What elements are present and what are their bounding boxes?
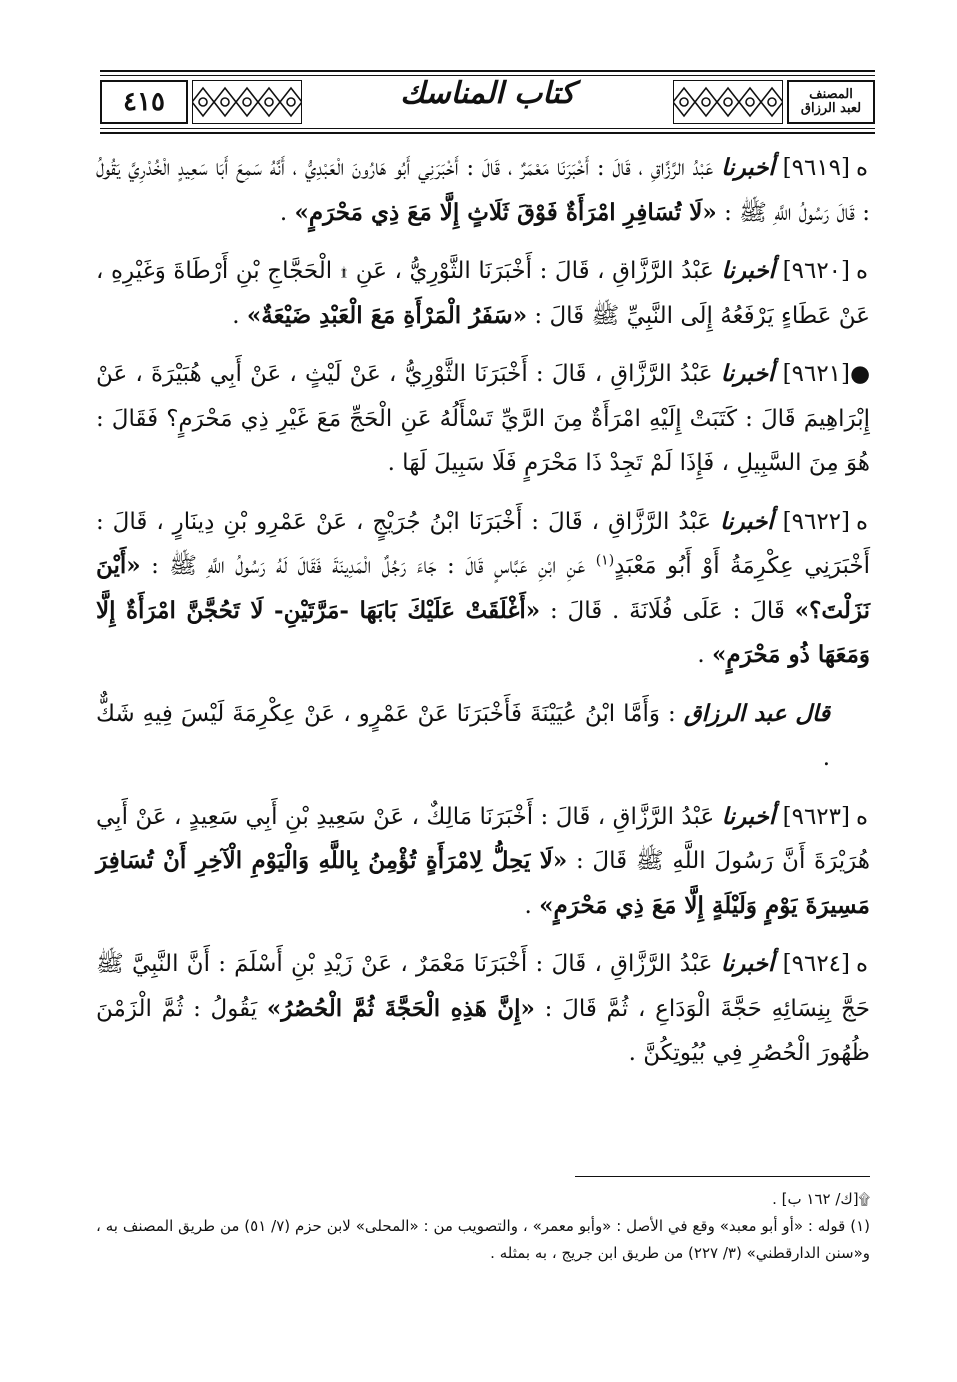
hadith-number: [٩٦٢٤] [782,951,851,977]
matn-text: «إِنَّ هَذِهِ الْحَجَّةَ ثُمَّ الْحُصُرُ» [266,994,535,1022]
narration-qualifier: أخبرنا [720,950,775,977]
hadith-number: [٩٦٢١] [782,361,851,387]
matn-text: «أَغْلَقَتْ عَلَيْكَ بَابَهَا -مَرَّتَيْنِ- لَا تَحُجَّنَّ امْرَأَةٌ إِلَّا وَمَعَهَا ذُو مَحْرَمٍ» [96,596,870,668]
matn-text: «أَيْنَ نَزَلْتَ؟» [96,552,871,624]
footnote-1: (١) قوله : «أو أبو معبد» وقع في الأصل : «وأبو معمر» ، والتصويب من : «المحلى» لابن حزم (٧/ ٥١) من طريق المصنف به ، و«سنن الدارقطني» (٣/ ٢٢٧) من طريق ابن جريج ، به بمثله . [96,1217,870,1262]
editor-comment [96,692,870,781]
narration-qualifier: أخبرنا [721,802,776,830]
hadith-paragraph [96,249,870,338]
isnad-text: عَبْدُ الرَّزَّاقِ ، قَالَ : أَخْبَرَنَا مَعْمَرٌ ، قَالَ : أَخْبَرَنِي أَبُو هَارُونَ الْعَبْدِيُّ ، أَنَّهُ سَمِعَ أَبَا سَعِيدٍ الْخُدْرِيَّ يَقُولُ : قَالَ رَسُولُ اللَّهِ ﷺ : [96,155,870,226]
hadith-paragraph [96,352,870,486]
hadith-number: [٩٦٢٢] [782,508,851,535]
hadith-marker: ه [855,803,869,830]
isnad-text: يَقُولُ : ثُمَّ الْزَمْنَ ظُهُورَ الْحُصُرِ فِي بُيُوتِكُنَّ . [96,995,870,1066]
hadith-marker: ه [855,258,869,284]
comment-text: : وَأَمَّا ابْنُ عُيَيْنَةَ فَأَخْبَرَنَا عَنْ عَمْرٍو ، عَنْ عِكْرِمَةَ لَيْسَ فِيهِ شَكٌّ . [96,700,830,771]
header-rule [100,128,875,129]
page-number: ٤١٥ [123,87,165,117]
matn-text: «سَفَرُ الْمَرْأَةِ مَعَ الْعَبْدِ ضَيْعَةٌ» [246,301,528,329]
isnad-text: قَالَ : عَلَى فُلَانَةَ . قَالَ : [540,597,795,624]
main-text [96,146,870,1090]
isnad-text: عَبْدُ الرَّزَّاقِ ، قَالَ : أَخْبَرَنَا الثَّوْرِيُّ ، عَنْ لَيْثٍ ، عَنْ أَبِي هُبَيْرَةَ ، عَنْ إِبْرَاهِيمَ قَالَ : كَتَبَتْ إِلَيْهِ امْرَأَةٌ مِنَ الرَّيِّ تَسْأَلُهُ عَنِ الْحَجِّ مَعَ غَيْرِ ذِي مَحْرَمٍ؟ فَقَالَ : هُوَ مِنَ السَّبِيلِ ، فَإِذَا لَمْ تَجِدْ ذَا مَحْرَمٍ فَلَا سَبِيلَ لَهَا . [96,361,870,476]
hadith-marker: ه [855,951,869,977]
page-number-cartouche [100,80,188,124]
ornament-pattern [192,80,302,124]
page-header [100,70,875,134]
isnad-text: عَبْدُ الرَّزَّاقِ ، قَالَ : أَخْبَرَنَا مَعْمَرٌ ، عَنْ زَيْدِ بْنِ أَسْلَمَ : أَنَّ النَّبِيَّ ﷺ حَجَّ بِنِسَائِهِ حَجَّةَ الْوَدَاعِ ، ثُمَّ قَالَ : [96,951,871,1022]
book-logo [787,80,875,124]
footnotes [96,1186,870,1267]
matn-text: «لَا يَحِلُّ لِامْرَأَةٍ تُؤْمِنُ بِاللَّهِ وَالْيَوْمِ الْآخِرِ أَنْ تُسَافِرَ مَسِيرَةَ يَوْمٍ وَلَيْلَةٍ إِلَّا مَعَ ذِي مَحْرَمٍ» [96,847,870,919]
matn-text: «لَا تُسَافِرِ امْرَأَةٌ فَوْقَ ثَلَاثٍ إِلَّا مَعَ ذِي مَحْرَمٍ» [294,198,717,226]
isnad-text: عَبْدُ الرَّزَّاقِ ، قَالَ : أَخْبَرَنَا ابْنُ جُرَيْجٍ ، عَنْ عَمْرِو بْنِ دِينَارٍ ، قَالَ : أَخْبَرَنِي عِكْرِمَةُ أَوْ أَبُو مَعْبَدٍ [96,508,871,579]
hadith-number: [٩٦١٩] [782,155,851,181]
header-rule [100,70,875,72]
hadith-marker: ● [849,361,871,387]
narration-qualifier: قال عبد الرزاق [683,699,830,727]
ornament-pattern [673,80,783,124]
narration-qualifier: أخبرنا [720,360,775,387]
header-rule [100,132,875,134]
hadith-paragraph [96,500,870,678]
hadith-paragraph [96,146,870,235]
punctuation: . [524,892,540,919]
hadith-paragraph [96,942,870,1076]
footnote-reference[interactable]: (١) [595,552,615,569]
punctuation: . [232,302,247,329]
folio-reference: ۩[ك/ ١٦٢ ب] . [772,1190,870,1208]
isnad-text: عَبْدُ الرَّزَّاقِ ، قَالَ : أَخْبَرَنَا مَالِكٌ ، عَنْ سَعِيدِ بْنِ أَبِي سَعِيدٍ ، عَنْ أَبِي هُرَيْرَةَ أَنَّ رَسُولَ اللَّهِ ﷺ قَالَ : [96,803,871,874]
hadith-number: [٩٦٢٣] [782,803,850,830]
narration-qualifier: أخبرنا [721,257,776,284]
hadith-paragraph [96,795,870,929]
narration-qualifier: أخبرنا [720,507,774,535]
logo-line: لعبد الرزاق [800,101,862,116]
isnad-text: عَبْدُ الرَّزَّاقِ ، قَالَ : أَخْبَرَنَا الثَّوْرِيُّ ، عَنِ ۩ الْحَجَّاجِ بْنِ أَرْطَاةَ وَغَيْرِهِ ، عَنْ عَطَاءٍ يَرْفَعُهُ إِلَى النَّبِيِّ ﷺ قَالَ : [96,258,870,329]
punctuation: . [697,642,713,668]
isnad-text: عَنِ ابْنِ عَبَّاسٍ قَالَ : جَاءَ رَجُلٌ الْمَدِينَةَ فَقَالَ لَهُ رَسُولُ اللَّهِ ﷺ : [140,553,596,579]
footnote-divider [575,1176,870,1177]
hadith-marker: ه [855,508,869,535]
punctuation: . [279,199,295,226]
hadith-number: [٩٦٢٠] [782,258,851,284]
narration-qualifier: أخبرنا [721,154,775,181]
book-title: كتاب المناسك [400,76,575,111]
logo-line: المصنف [809,87,853,102]
hadith-marker: ه [855,155,869,181]
